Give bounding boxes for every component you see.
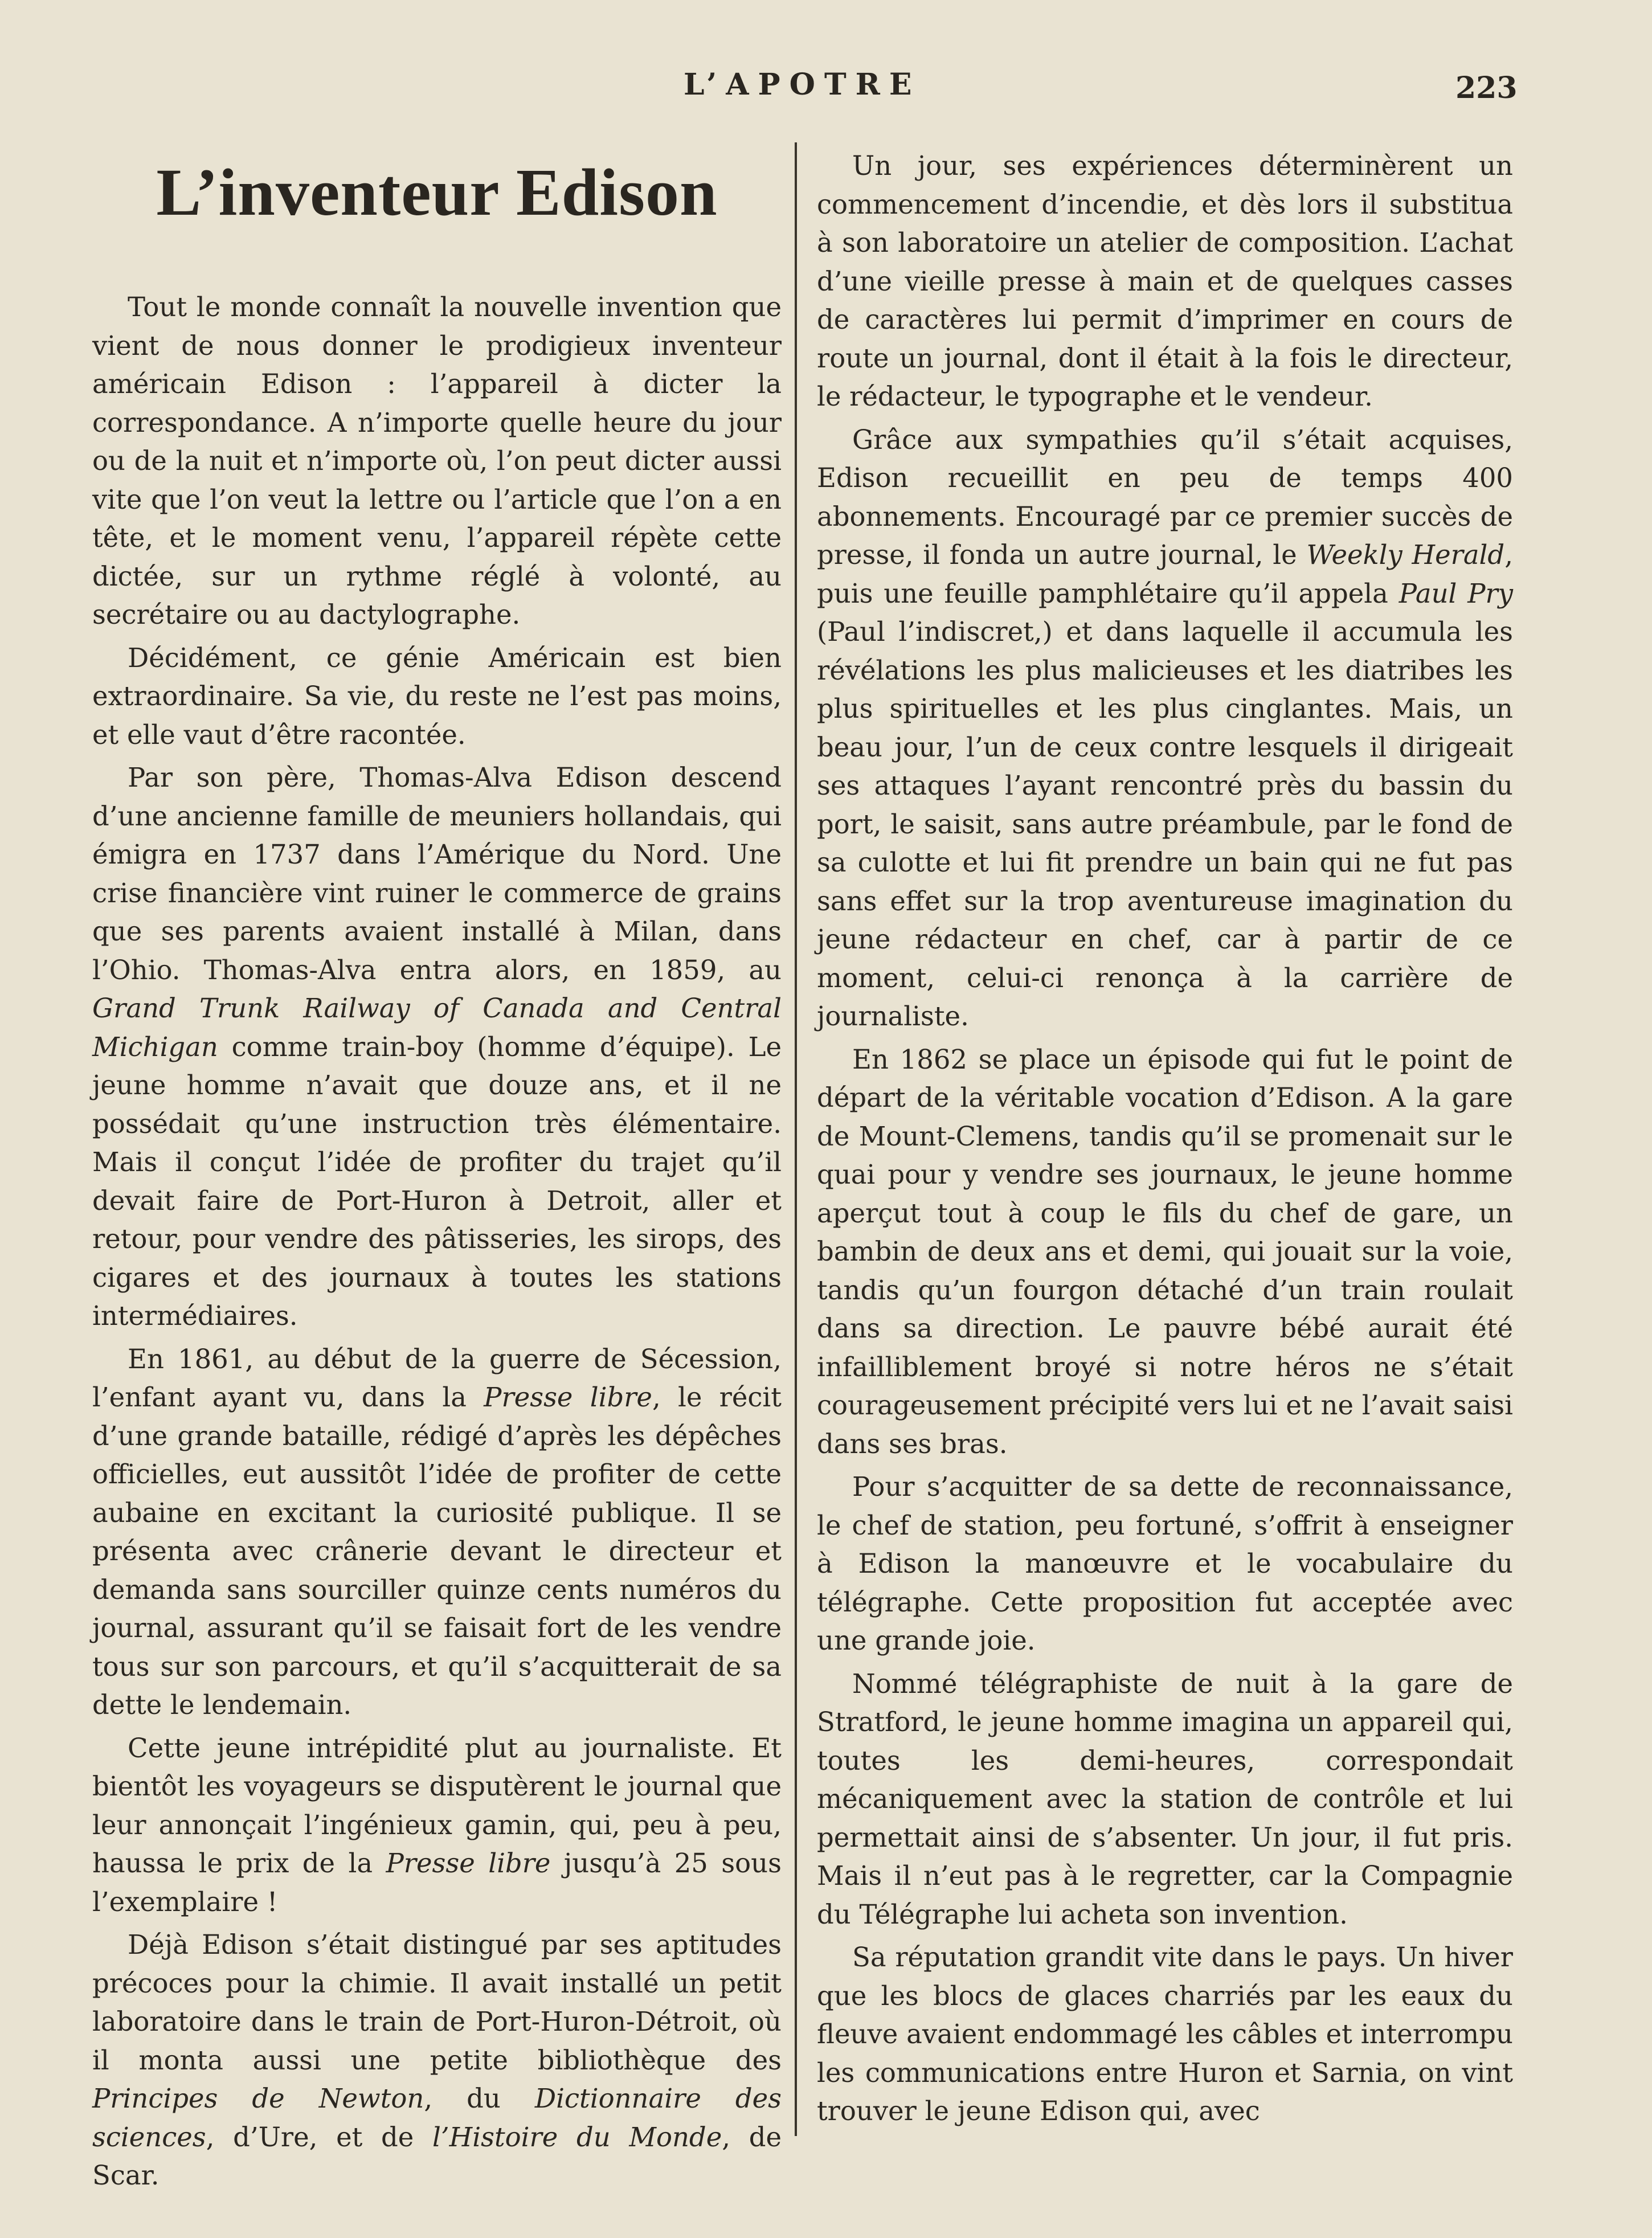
italic-title: l’Histoire du Monde [432,2121,722,2153]
paragraph: Tout le monde connaît la nouvelle invention que vient de nous donner le prodigieux inventeur américain Edison : l’appareil à dicter la correspondance. A n’importe quelle heure du jour ou de la nuit et n’importe où, l’on peut dicter aussi vite que l’on veut la lettre ou l’article que l’on a en tête, et le moment venu, l’appareil répète cette dictée, sur un rythme réglé à volonté, au secrétaire ou au dactylographe. [92,292,782,630]
article-title: L’inventeur Edison [156,155,718,230]
italic-title: Principes de Newton [92,2083,424,2114]
running-title: L’APOTRE [684,67,921,102]
italic-title: Grand Trunk Railway of Canada and Central Michigan [92,993,782,1062]
italic-title: Presse libre [484,1382,652,1413]
paragraph: Déjà Edison s’était distingué par ses aptitudes précoces pour la chimie. Il avait installé un petit laboratoire dans le train de Port-Huron-Détroit, où il monta aussi une petite bibliothèque des Principes de Newton, du Dictionnaire des sciences, d’Ure, et de l’Histoire du Monde, de Scar. [92,1929,782,2191]
paragraph: Décidément, ce génie Américain est bien extraordinaire. Sa vie, du reste ne l’est pas moins, et elle vaut d’être racontée. [92,642,782,750]
italic-title: Dictionnaire des sciences [92,2083,782,2153]
paragraph: Par son père, Thomas-Alva Edison descend d’une ancienne famille de meuniers hollandais, qui émigra en 1737 dans l’Amérique du Nord. Une crise financière vint ruiner le commerce de grains que ses parents avaient installé à Milan, dans l’Ohio. Thomas-Alva entra alors, en 1859, au Grand Trunk Railway of Canada and Central Michigan comme train-boy (homme d’équipe). Le jeune homme n’avait que douze ans, et il ne possédait qu’une instruction très élémentaire. Mais il conçut l’idée de profiter du trajet qu’il devait faire de Port-Huron à Detroit, aller et retour, pour vendre des pâtisseries, les sirops, des cigares et des journaux à toutes les stations intermédiaires. [92,762,782,1331]
italic-title: Paul Pry [1399,578,1513,609]
left-column [92,142,782,2200]
paragraph: En 1862 se place un épisode qui fut le point de départ de la véritable vocation d’Edison. A la gare de Mount-Clemens, tandis qu’il se promenait sur le quai pour y vendre ses journaux, le jeune homme aperçut tout à coup le fils du chef de gare, un bambin de deux ans et demi, qui jouait sur la voie, tandis qu’un fourgon détaché d’un train roulait dans sa direction. Le pauvre bébé aurait été infailliblement broyé si notre héros ne s’était courageusement précipité vers lui et ne l’avait saisi dans ses bras. [817,1044,1513,1459]
italic-title: Weekly Herald [1306,539,1505,570]
italic-title: Presse libre [386,1848,551,1879]
paragraph: En 1861, au début de la guerre de Sécession, l’enfant ayant vu, dans la Presse libre, le récit d’une grande bataille, rédigé d’après les dépêches officielles, eut aussitôt l’idée de profiter de cette aubaine en excitant la curiosité publique. Il se présenta avec crânerie devant le directeur et demanda sans sourciller quinze cents numéros du journal, assurant qu’il se faisait fort de les vendre tous sur son parcours, et qu’il s’acquitterait de sa dette le lendemain. [92,1343,782,1720]
paragraph: Cette jeune intrépidité plut au journaliste. Et bientôt les voyageurs se disputèrent le journal que leur annonçait l’ingénieux gamin, qui, peu à peu, haussa le prix de la Presse libre jusqu’à 25 sous l’exemplaire ! [92,1732,782,1917]
page-number: 223 [1455,71,1518,105]
paragraph: Un jour, ses expériences déterminèrent un commencement d’incendie, et dès lors il substitua à son laboratoire un atelier de composition. L’achat d’une vieille presse à main et de quelques casses de caractères lui permit d’imprimer en cours de route un journal, dont il était à la fois le directeur, le rédacteur, le typographe et le vendeur. [817,150,1513,412]
right-column [817,147,1513,2135]
paragraph: Nommé télégraphiste de nuit à la gare de Stratford, le jeune homme imagina un appareil qui, toutes les demi-heures, correspondait mécaniquement avec la station de contrôle et lui permettait ainsi de s’absenter. Un jour, il fut pris. Mais il n’eut pas à le regretter, car la Compagnie du Télégraphe lui acheta son invention. [817,1668,1513,1930]
paragraph: Pour s’acquitter de sa dette de reconnaissance, le chef de station, peu fortuné, s’offrit à enseigner à Edison la manœuvre et le vocabulaire du télégraphe. Cette proposition fut acceptée avec une grande joie. [817,1471,1513,1656]
column-divider [795,142,797,2136]
paragraph: Sa réputation grandit vite dans le pays. Un hiver que les blocs de glaces charriés par les eaux du fleuve avaient endommagé les câbles et interrompu les communications entre Huron et Sarnia, on vint trouver le jeune Edison qui, avec [817,1942,1513,2126]
paragraph: Grâce aux sympathies qu’il s’était acquises, Edison recueillit en peu de temps 400 abonnements. Encouragé par ce premier succès de presse, il fonda un autre journal, le Weekly Herald, puis une feuille pamphlétaire qu’il appela Paul Pry (Paul l’indiscret,) et dans laquelle il accumula les révélations les plus malicieuses et les diatribes les plus spirituelles et les plus cinglantes. Mais, un beau jour, l’un de ceux contre lesquels il dirigeait ses attaques l’ayant rencontré près du bassin du port, le saisit, sans autre préambule, par le fond de sa culotte et lui fit prendre un bain qui ne fut pas sans effet sur la trop aventureuse imagination du jeune rédacteur en chef, car à partir de ce moment, celui-ci renonça à la carrière de journaliste. [817,424,1513,1032]
